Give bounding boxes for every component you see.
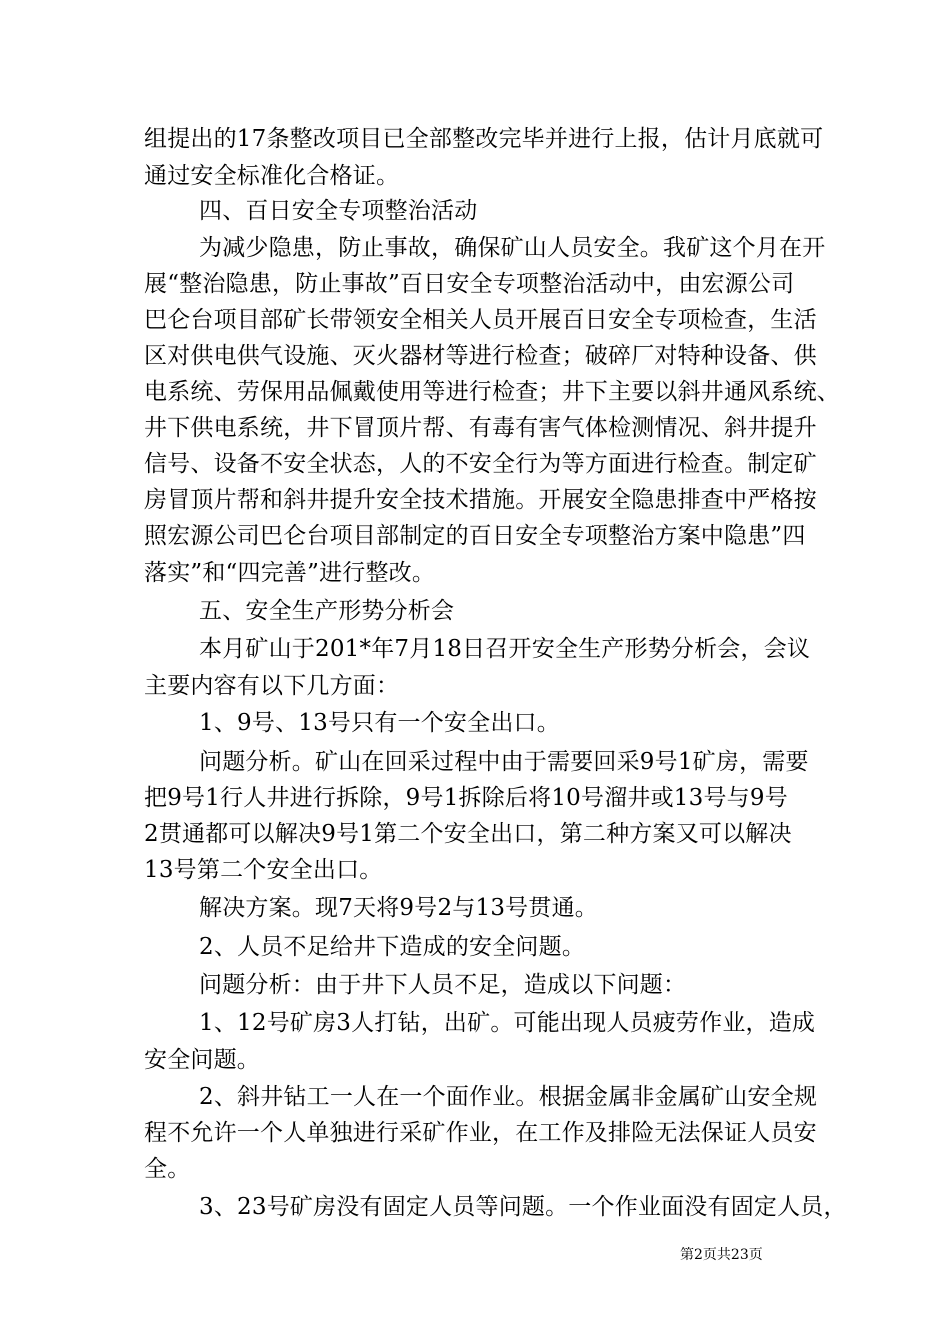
section-heading: 四、百日安全专项整治活动 <box>199 198 478 224</box>
body-text-line: 房冒顶片帮和斜井提升安全技术措施。开展安全隐患排查中严格按 <box>144 487 817 513</box>
body-text-line: 信号、设备不安全状态，人的不安全行为等方面进行检查。制定矿 <box>144 451 817 477</box>
body-text-line: 问题分析：由于井下人员不足，造成以下问题： <box>199 972 687 998</box>
body-text-line: 展“整治隐患，防止事故”百日安全专项整治活动中，由宏源公司 <box>144 271 795 297</box>
body-text-line: 2、人员不足给井下造成的安全问题。 <box>199 934 586 960</box>
body-text-line: 本月矿山于201*年7月18日召开安全生产形势分析会，会议 <box>199 636 811 662</box>
body-text-line: 井下供电系统，井下冒顶片帮、有毒有害气体检测情况、斜井提升 <box>144 415 817 441</box>
body-text-line: 3、23号矿房没有固定人员等问题。一个作业面没有固定人员， <box>199 1194 847 1220</box>
body-text-line: 问题分析。矿山在回采过程中由于需要回采9号1矿房，需要 <box>199 749 809 775</box>
section-heading: 五、安全生产形势分析会 <box>199 598 455 624</box>
body-text-line: 安全问题。 <box>144 1047 260 1073</box>
body-text-line: 1、9号、13号只有一个安全出口。 <box>199 710 560 736</box>
body-text-line: 为减少隐患，防止事故，确保矿山人员安全。我矿这个月在开 <box>199 235 826 261</box>
body-text-line: 解决方案。现7天将9号2与13号贯通。 <box>199 895 598 921</box>
body-text-line: 落实”和“四完善”进行整改。 <box>144 560 436 586</box>
body-text-line: 把9号1行人井进行拆除，9号1拆除后将10号溜井或13号与9号 <box>144 785 788 811</box>
body-text-line: 组提出的17条整改项目已全部整改完毕并进行上报，估计月底就可 <box>144 126 824 152</box>
body-text-line: 巴仑台项目部矿长带领安全相关人员开展百日安全专项检查，生活 <box>144 307 817 333</box>
body-text-line: 1、12号矿房3人打钻，出矿。可能出现人员疲劳作业，造成 <box>199 1010 816 1036</box>
body-text-line: 主要内容有以下几方面： <box>144 673 400 699</box>
body-text-line: 全。 <box>144 1156 191 1182</box>
body-text-line: 2、斜井钻工一人在一个面作业。根据金属非金属矿山安全规 <box>199 1084 818 1110</box>
body-text-line: 通过安全标准化合格证。 <box>144 163 400 189</box>
body-text-line: 电系统、劳保用品佩戴使用等进行检查；井下主要以斜井通风系统、 <box>144 379 840 405</box>
body-text-line: 2贯通都可以解决9号1第二个安全出口，第二种方案又可以解决 <box>144 821 792 847</box>
body-text-line: 照宏源公司巴仑台项目部制定的百日安全专项整治方案中隐患”四 <box>144 523 806 549</box>
body-text-line: 13号第二个安全出口。 <box>144 857 383 883</box>
body-text-line: 程不允许一个人单独进行采矿作业，在工作及排险无法保证人员安 <box>144 1120 817 1146</box>
page-number-footer: 第2页共23页 <box>680 1247 763 1263</box>
body-text-line: 区对供电供气设施、灭火器材等进行检查；破碎厂对特种设备、供 <box>144 343 817 369</box>
